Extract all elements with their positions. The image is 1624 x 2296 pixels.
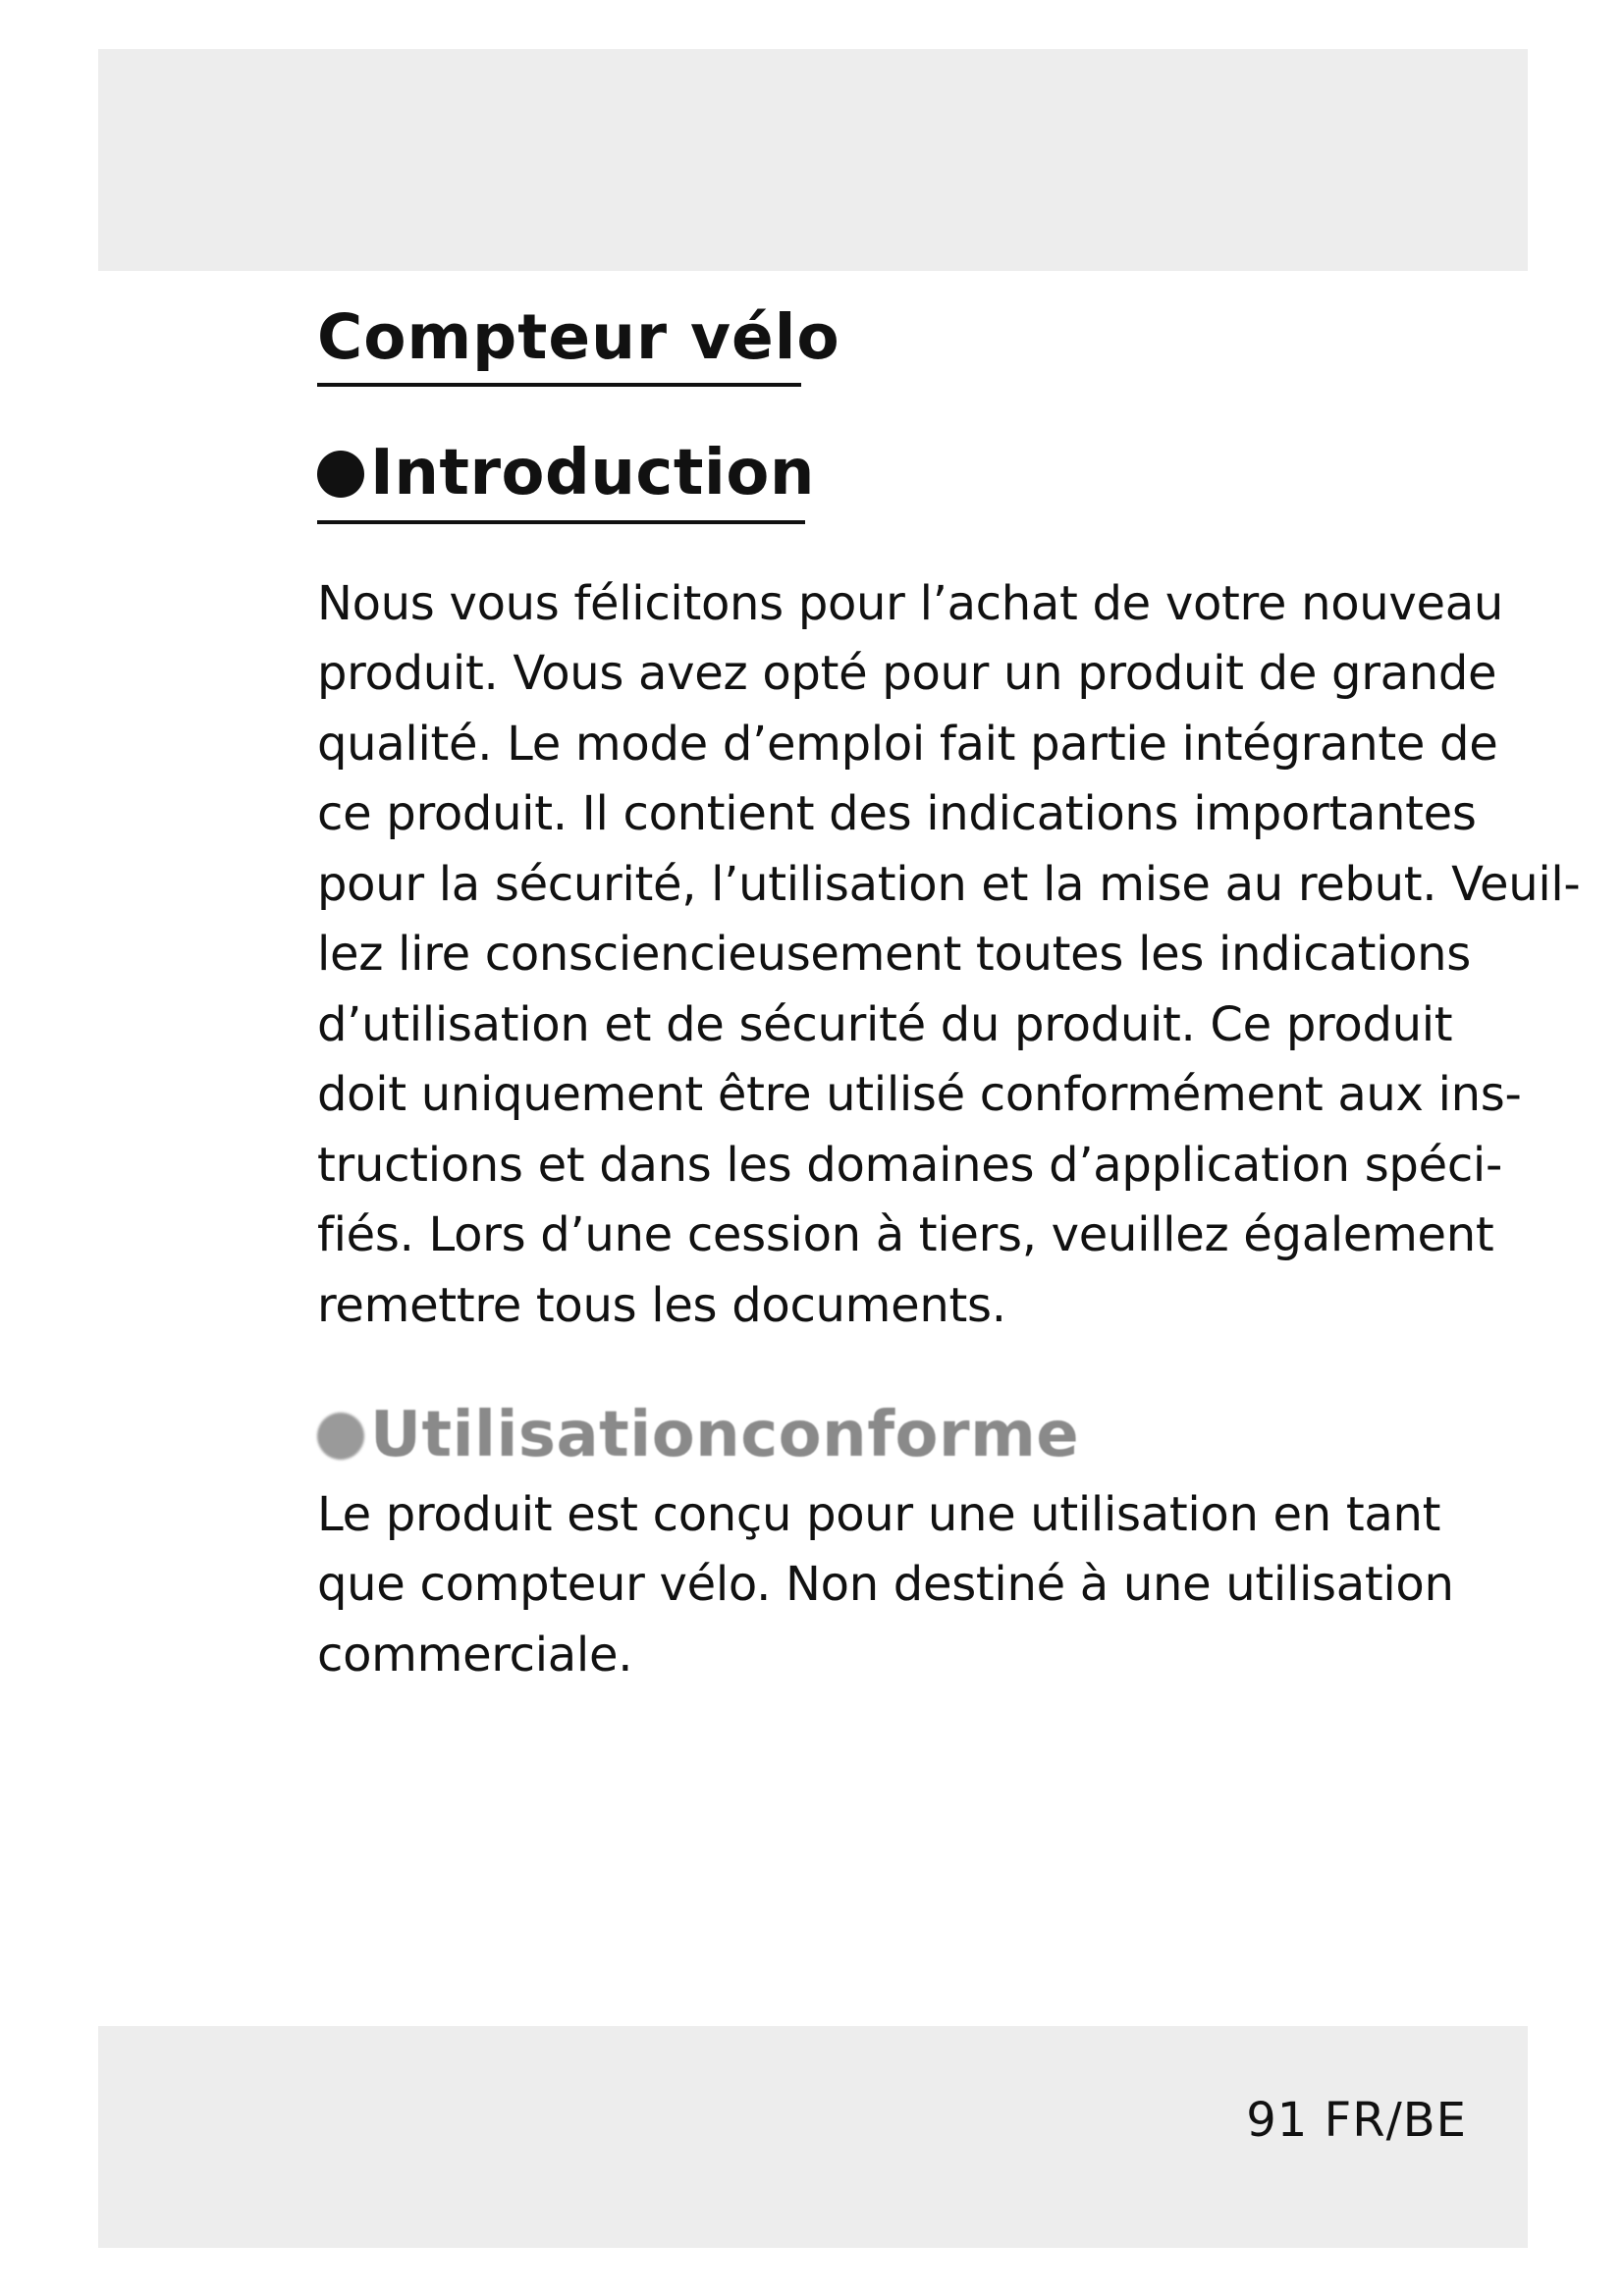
paragraph-line: que compteur vélo. Non destiné à une utilisation (317, 1557, 1454, 1613)
bullet-icon (317, 1413, 364, 1460)
section-heading-text: Utilisationconforme (370, 1399, 1080, 1472)
bullet-icon (317, 451, 364, 498)
document-title: Compteur vélo (317, 301, 840, 373)
paragraph-line: qualité. Le mode d’emploi fait partie intégrante de (317, 716, 1498, 772)
page-number: 91 FR/BE (1246, 2093, 1467, 2148)
paragraph-line: ce produit. Il contient des indications importantes (317, 786, 1477, 842)
header-band (98, 49, 1528, 271)
paragraph-line: d’utilisation et de sécurité du produit. Ce produit (317, 996, 1453, 1052)
paragraph-line: commerciale. (317, 1627, 633, 1682)
paragraph-line: Nous vous félicitons pour l’achat de votre nouveau (317, 575, 1503, 631)
section-underline (317, 520, 805, 524)
page-content (317, 294, 1581, 1690)
intended-use-paragraph (317, 1480, 1454, 1691)
title-underline (317, 383, 801, 387)
section-heading-introduction (317, 430, 1378, 518)
section-heading-intended-use (317, 1392, 1378, 1480)
introduction-paragraph (317, 569, 1581, 1342)
paragraph-line: fiés. Lors d’une cession à tiers, veuillez également (317, 1207, 1494, 1263)
footer-band (98, 2026, 1528, 2248)
section-heading-text: Introduction (370, 437, 815, 510)
paragraph-line: doit uniquement être utilisé conformément aux ins- (317, 1067, 1522, 1123)
paragraph-line: Le produit est conçu pour une utilisation en tant (317, 1486, 1441, 1542)
paragraph-line: pour la sécurité, l’utilisation et la mise au rebut. Veuil- (317, 856, 1581, 912)
paragraph-line: tructions et dans les domaines d’application spéci- (317, 1137, 1502, 1193)
paragraph-line: remettre tous les documents. (317, 1277, 1006, 1333)
paragraph-line: lez lire consciencieusement toutes les indications (317, 927, 1472, 983)
paragraph-line: produit. Vous avez opté pour un produit de grande (317, 646, 1497, 702)
